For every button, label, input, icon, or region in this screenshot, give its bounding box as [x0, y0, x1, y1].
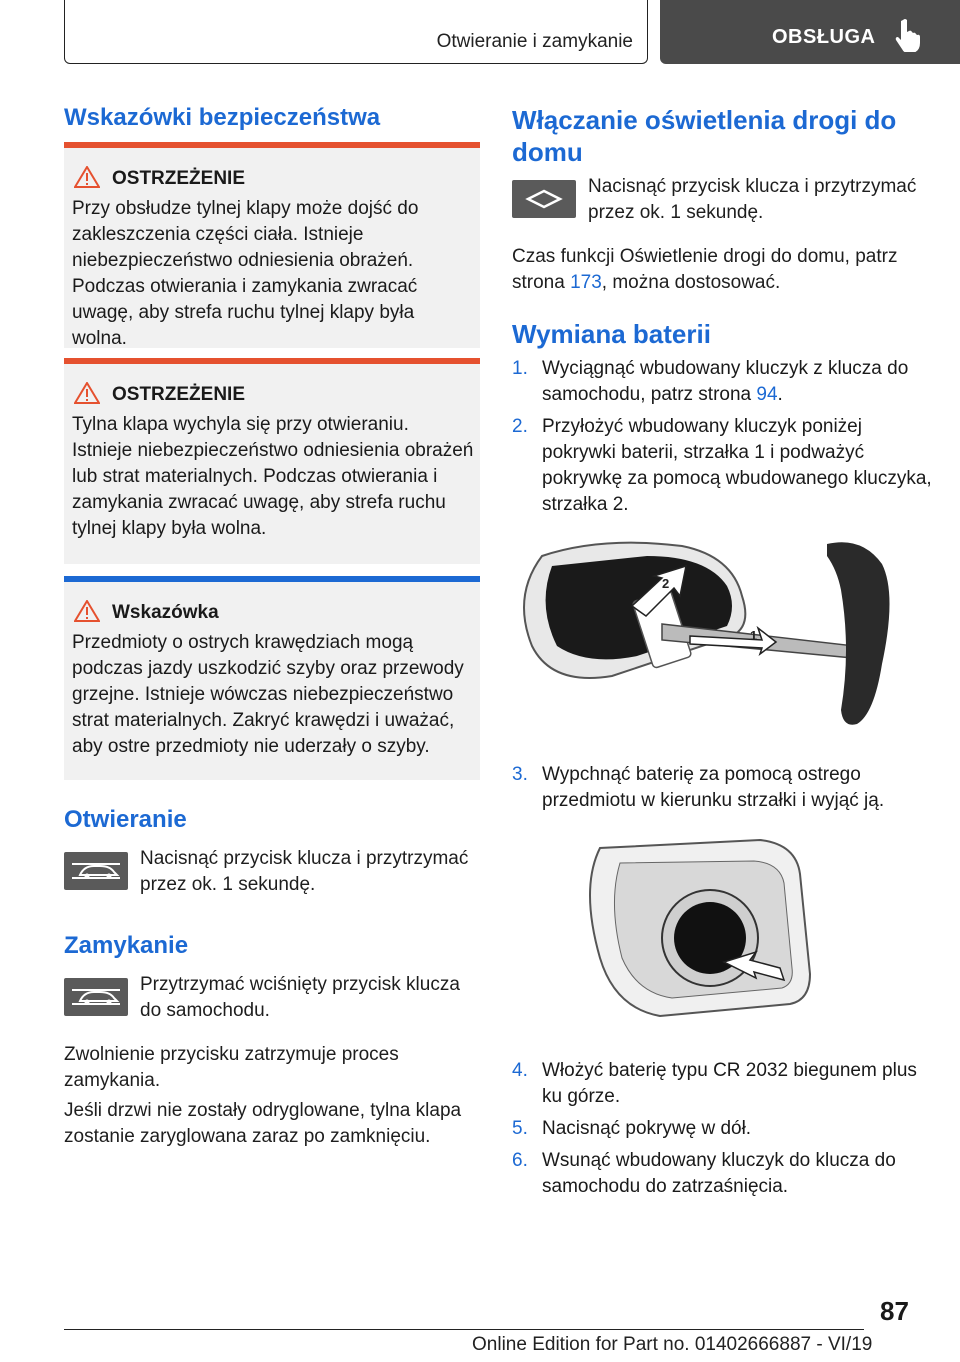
- arrow-label-2: 2: [662, 576, 670, 591]
- note-bar: [64, 576, 480, 582]
- diamond-icon: [524, 189, 564, 209]
- note-text: Przedmioty o ostrych krawędziach mogą podczas jazdy uszkodzić szyby oraz przewody grzejne. Istnieje wówczas niebezpieczeństwo strat materialnych. Zakryć krawędzi i uważać, aby ostre przedmioty nie uderzały o szyby.: [72, 632, 464, 757]
- close-text: Przytrzymać wciśnięty przycisk klucza do samochodu.: [140, 974, 460, 1021]
- warning-triangle-icon: [74, 600, 100, 622]
- release-paragraph: Zwolnienie przycisku zatrzymuje proces zamykania.: [64, 1044, 399, 1091]
- step-number: 6.: [512, 1150, 528, 1171]
- lights-text: Nacisnąć przycisk klucza i przytrzymać przez ok. 1 sekundę.: [588, 176, 917, 223]
- step-text: Wsunąć wbudowany kluczyk do klucza do samochodu do zatrzaśnięcia.: [542, 1150, 896, 1197]
- arrow-label-1: 1: [750, 628, 758, 643]
- battery-heading: Wymiana baterii: [512, 319, 711, 349]
- car-rear-icon: [68, 982, 124, 1012]
- lights-heading: Włączanie oświetlenia drogi do domu: [512, 105, 897, 167]
- step-5: [512, 1116, 932, 1142]
- warning-text: Przy obsłudze tylnej klapy może dojść do zakleszczenia części ciała. Istnieje niebezpieczeństwo odniesienia obrażeń. Podczas otwierania i zamykania zwracać uwagę, aby strefa ruchu tylnej klapy była wolna.: [72, 198, 419, 349]
- header-section-tab: [660, 0, 960, 64]
- step-2: [512, 414, 932, 518]
- page-link-173[interactable]: 173: [570, 272, 602, 293]
- key-tailgate-button-icon: [64, 978, 128, 1016]
- step-text-main: Wyciągnąć wbudowany kluczyk z klucza do samochodu, patrz strona: [542, 358, 909, 405]
- open-text: Nacisnąć przycisk klucza i przytrzymać przez ok. 1 sekundę.: [140, 848, 469, 895]
- step-4: [512, 1058, 932, 1110]
- function-time-paragraph: [512, 244, 922, 296]
- battery-removal-figure: [580, 838, 830, 1018]
- function-text-b: , można dostosować.: [601, 272, 781, 293]
- warning-triangle-icon: [74, 166, 100, 188]
- note-box: [64, 576, 480, 780]
- warning-box-2: [64, 358, 480, 564]
- chapter-title: Otwieranie i zamykanie: [436, 31, 633, 52]
- step-text: Włożyć baterię typu CR 2032 biegunem plus ku górze.: [542, 1060, 917, 1107]
- step-number: 5.: [512, 1118, 528, 1139]
- warning-title: OSTRZEŻENIE: [112, 384, 246, 405]
- function-text-a: Czas funkcji Oświetlenie drogi do domu, patrz strona: [512, 246, 898, 293]
- key-tailgate-button-icon: [64, 852, 128, 890]
- page-link-94[interactable]: 94: [756, 384, 778, 405]
- car-rear-icon: [68, 856, 124, 886]
- header-chapter-box: [64, 0, 648, 64]
- safety-heading: Wskazówki bezpieczeństwa: [64, 104, 381, 131]
- step-number: 1.: [512, 358, 528, 379]
- step-1: [512, 356, 932, 408]
- hand-pointer-icon: [892, 18, 922, 52]
- key-light-button-icon: [512, 180, 576, 218]
- locking-paragraph: Jeśli drzwi nie zostały odryglowane, tylna klapa zostanie zaryglowana zaraz po zamknięciu.: [64, 1100, 462, 1147]
- footer-edition: Online Edition for Part no. 01402666887 - VI/19: [472, 1334, 873, 1355]
- step-number: 2.: [512, 416, 528, 437]
- note-title: Wskazówka: [112, 602, 219, 623]
- close-heading: Zamykanie: [64, 932, 189, 959]
- step-number: 4.: [512, 1060, 528, 1081]
- key-blade-figure: [512, 536, 892, 736]
- open-heading: Otwieranie: [64, 806, 187, 833]
- step-6: [512, 1148, 932, 1200]
- warning-text: Tylna klapa wychyla się przy otwieraniu. Istnieje niebezpieczeństwo odniesienia obrażeń lub strat materialnych. Podczas otwierania i zamykania zwracać uwagę, aby strefa ruchu tylnej klapy była wolna.: [72, 414, 474, 539]
- step-number: 3.: [512, 764, 528, 785]
- step-3: [512, 762, 932, 814]
- step-text: Wypchnąć baterię za pomocą ostrego przedmiotu w kierunku strzałki i wyjąć ją.: [542, 764, 885, 811]
- step-text: Przyłożyć wbudowany kluczyk poniżej pokrywki baterii, strzałka 1 i podważyć pokrywkę za pomocą wbudowanego kluczyka, strzałka 2.: [542, 416, 932, 515]
- section-label: OBSŁUGA: [772, 26, 876, 48]
- step-text: [542, 356, 932, 408]
- page-number: 87: [880, 1296, 909, 1326]
- warning-box-1: [64, 142, 480, 348]
- warning-title: OSTRZEŻENIE: [112, 168, 246, 189]
- step-text: Nacisnąć pokrywę w dół.: [542, 1118, 752, 1139]
- warning-bar: [64, 142, 480, 148]
- step-text-end: .: [777, 384, 783, 405]
- footer-divider: [64, 1329, 864, 1330]
- warning-triangle-icon: [74, 382, 100, 404]
- warning-bar: [64, 358, 480, 364]
